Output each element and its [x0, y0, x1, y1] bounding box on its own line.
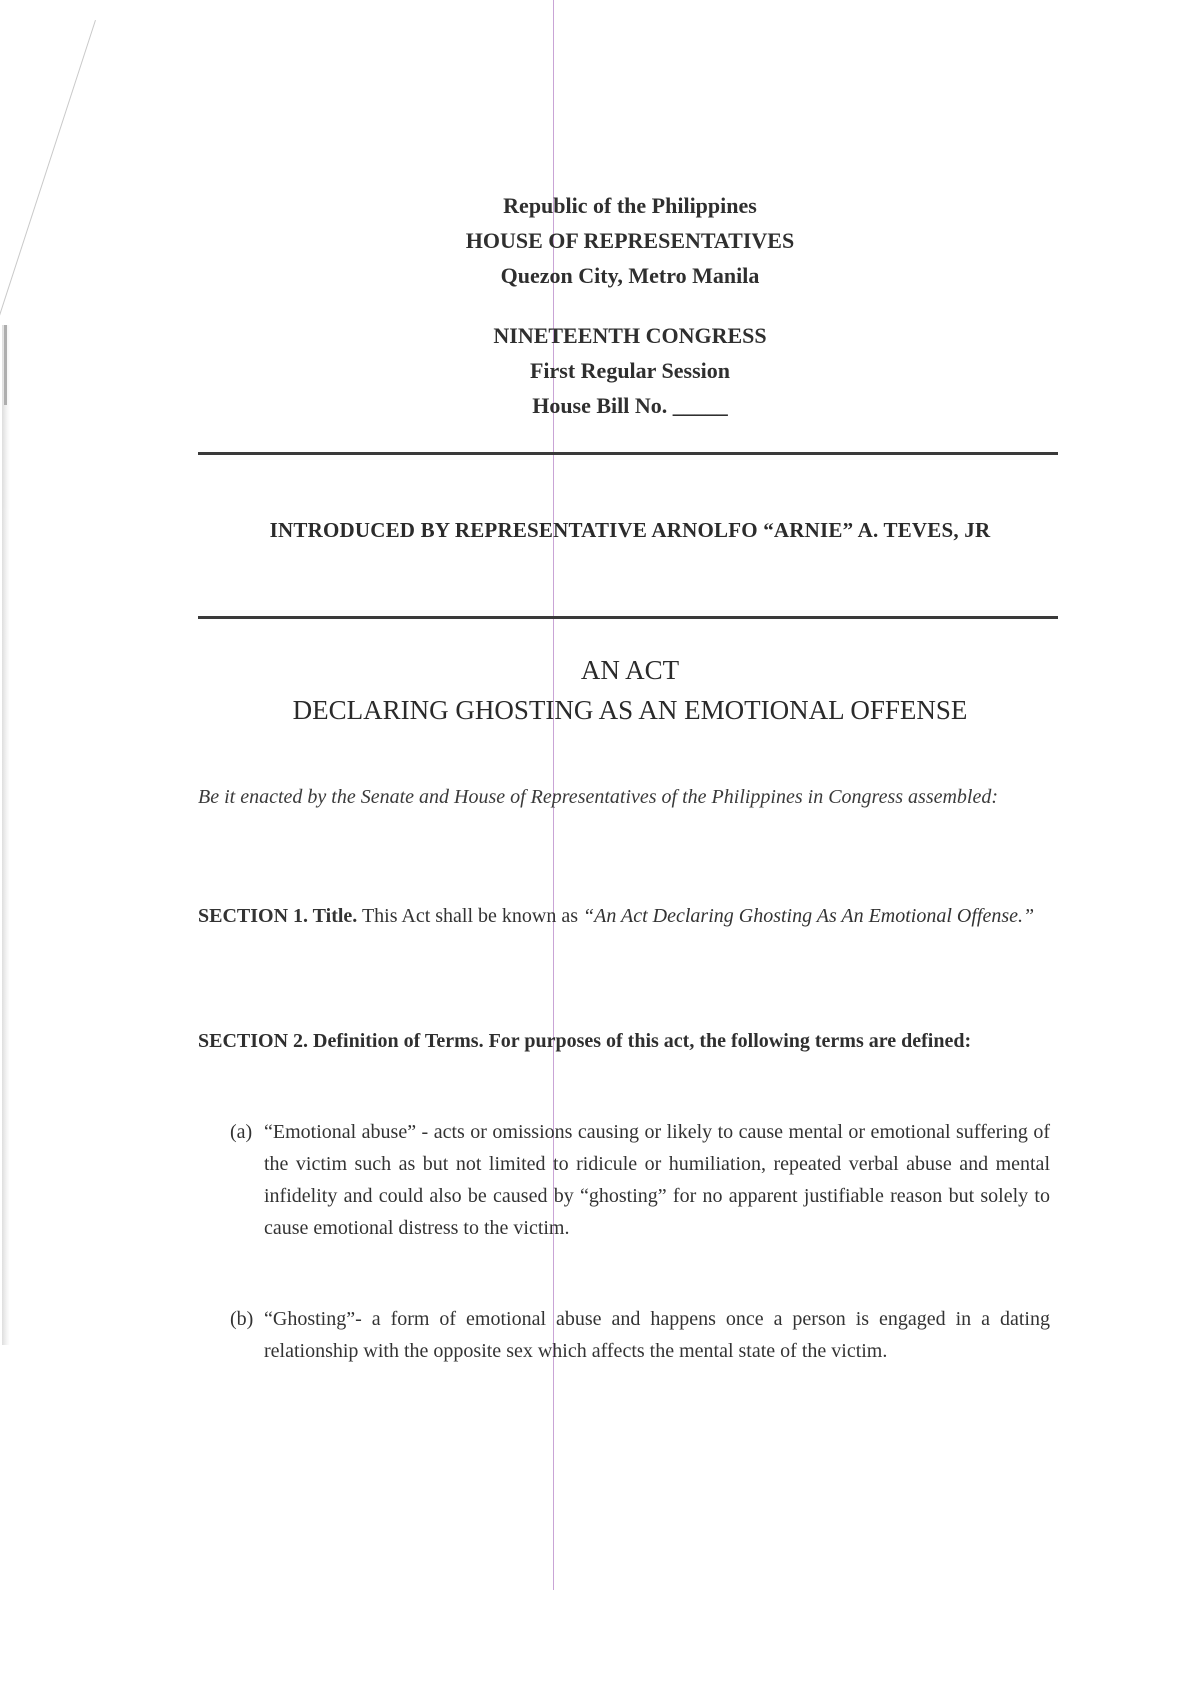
section-1-heading: SECTION 1. Title. [198, 905, 358, 927]
introduced-by: INTRODUCED BY REPRESENTATIVE ARNOLFO “ARNIE” A. TEVES, JR [269, 518, 991, 542]
congress-block [380, 318, 880, 423]
letterhead [380, 188, 880, 293]
section-2-text: For purposes of this act, the following terms are defined: [488, 1030, 972, 1052]
section-1-text: This Act shall be known as [361, 905, 579, 927]
section-1 [198, 900, 1058, 932]
act-title-line2: DECLARING GHOSTING AS AN EMOTIONAL OFFENSE [292, 695, 968, 725]
republic-line: Republic of the Philippines [503, 193, 757, 218]
definition-item [230, 1303, 1050, 1367]
act-title [200, 650, 1060, 730]
bill-number: House Bill No. _____ [532, 393, 728, 418]
congress-name: NINETEENTH CONGRESS [493, 323, 767, 348]
definition-text: “Ghosting”- a form of emotional abuse and happens once a person is engaged in a dating relationship with the opposite sex which affects the mental state of the victim. [264, 1308, 1050, 1362]
definition-marker: (b) [230, 1308, 254, 1330]
house-line: HOUSE OF REPRESENTATIVES [465, 228, 795, 253]
enacting-clause: Be it enacted by the Senate and House of Representatives of the Philippines in Congress assembled: [198, 786, 999, 808]
definition-item [230, 1116, 1050, 1244]
section-2 [198, 1025, 1058, 1057]
scan-edge-mark [2, 325, 10, 1345]
session-line: First Regular Session [529, 358, 731, 383]
definition-marker: (a) [230, 1121, 253, 1143]
act-title-line1: AN ACT [580, 655, 680, 685]
section-2-heading: SECTION 2. Definition of Terms. [198, 1030, 484, 1052]
horizontal-rule-bottom [198, 616, 1058, 619]
horizontal-rule-top [198, 452, 1058, 455]
section-1-quote: “An Act Declaring Ghosting As An Emotional Offense.” [583, 905, 1035, 927]
definition-text: “Emotional abuse” - acts or omissions causing or likely to cause mental or emotional suffering of the victim such as but not limited to ridicule or humiliation, repeated verbal abuse and mental infidelity and could also be caused by “ghosting” for no apparent justifiable reason but solely to cause emotional distress to the victim. [264, 1121, 1050, 1239]
city-line: Quezon City, Metro Manila [500, 263, 760, 288]
scan-diagonal-line [0, 20, 96, 334]
